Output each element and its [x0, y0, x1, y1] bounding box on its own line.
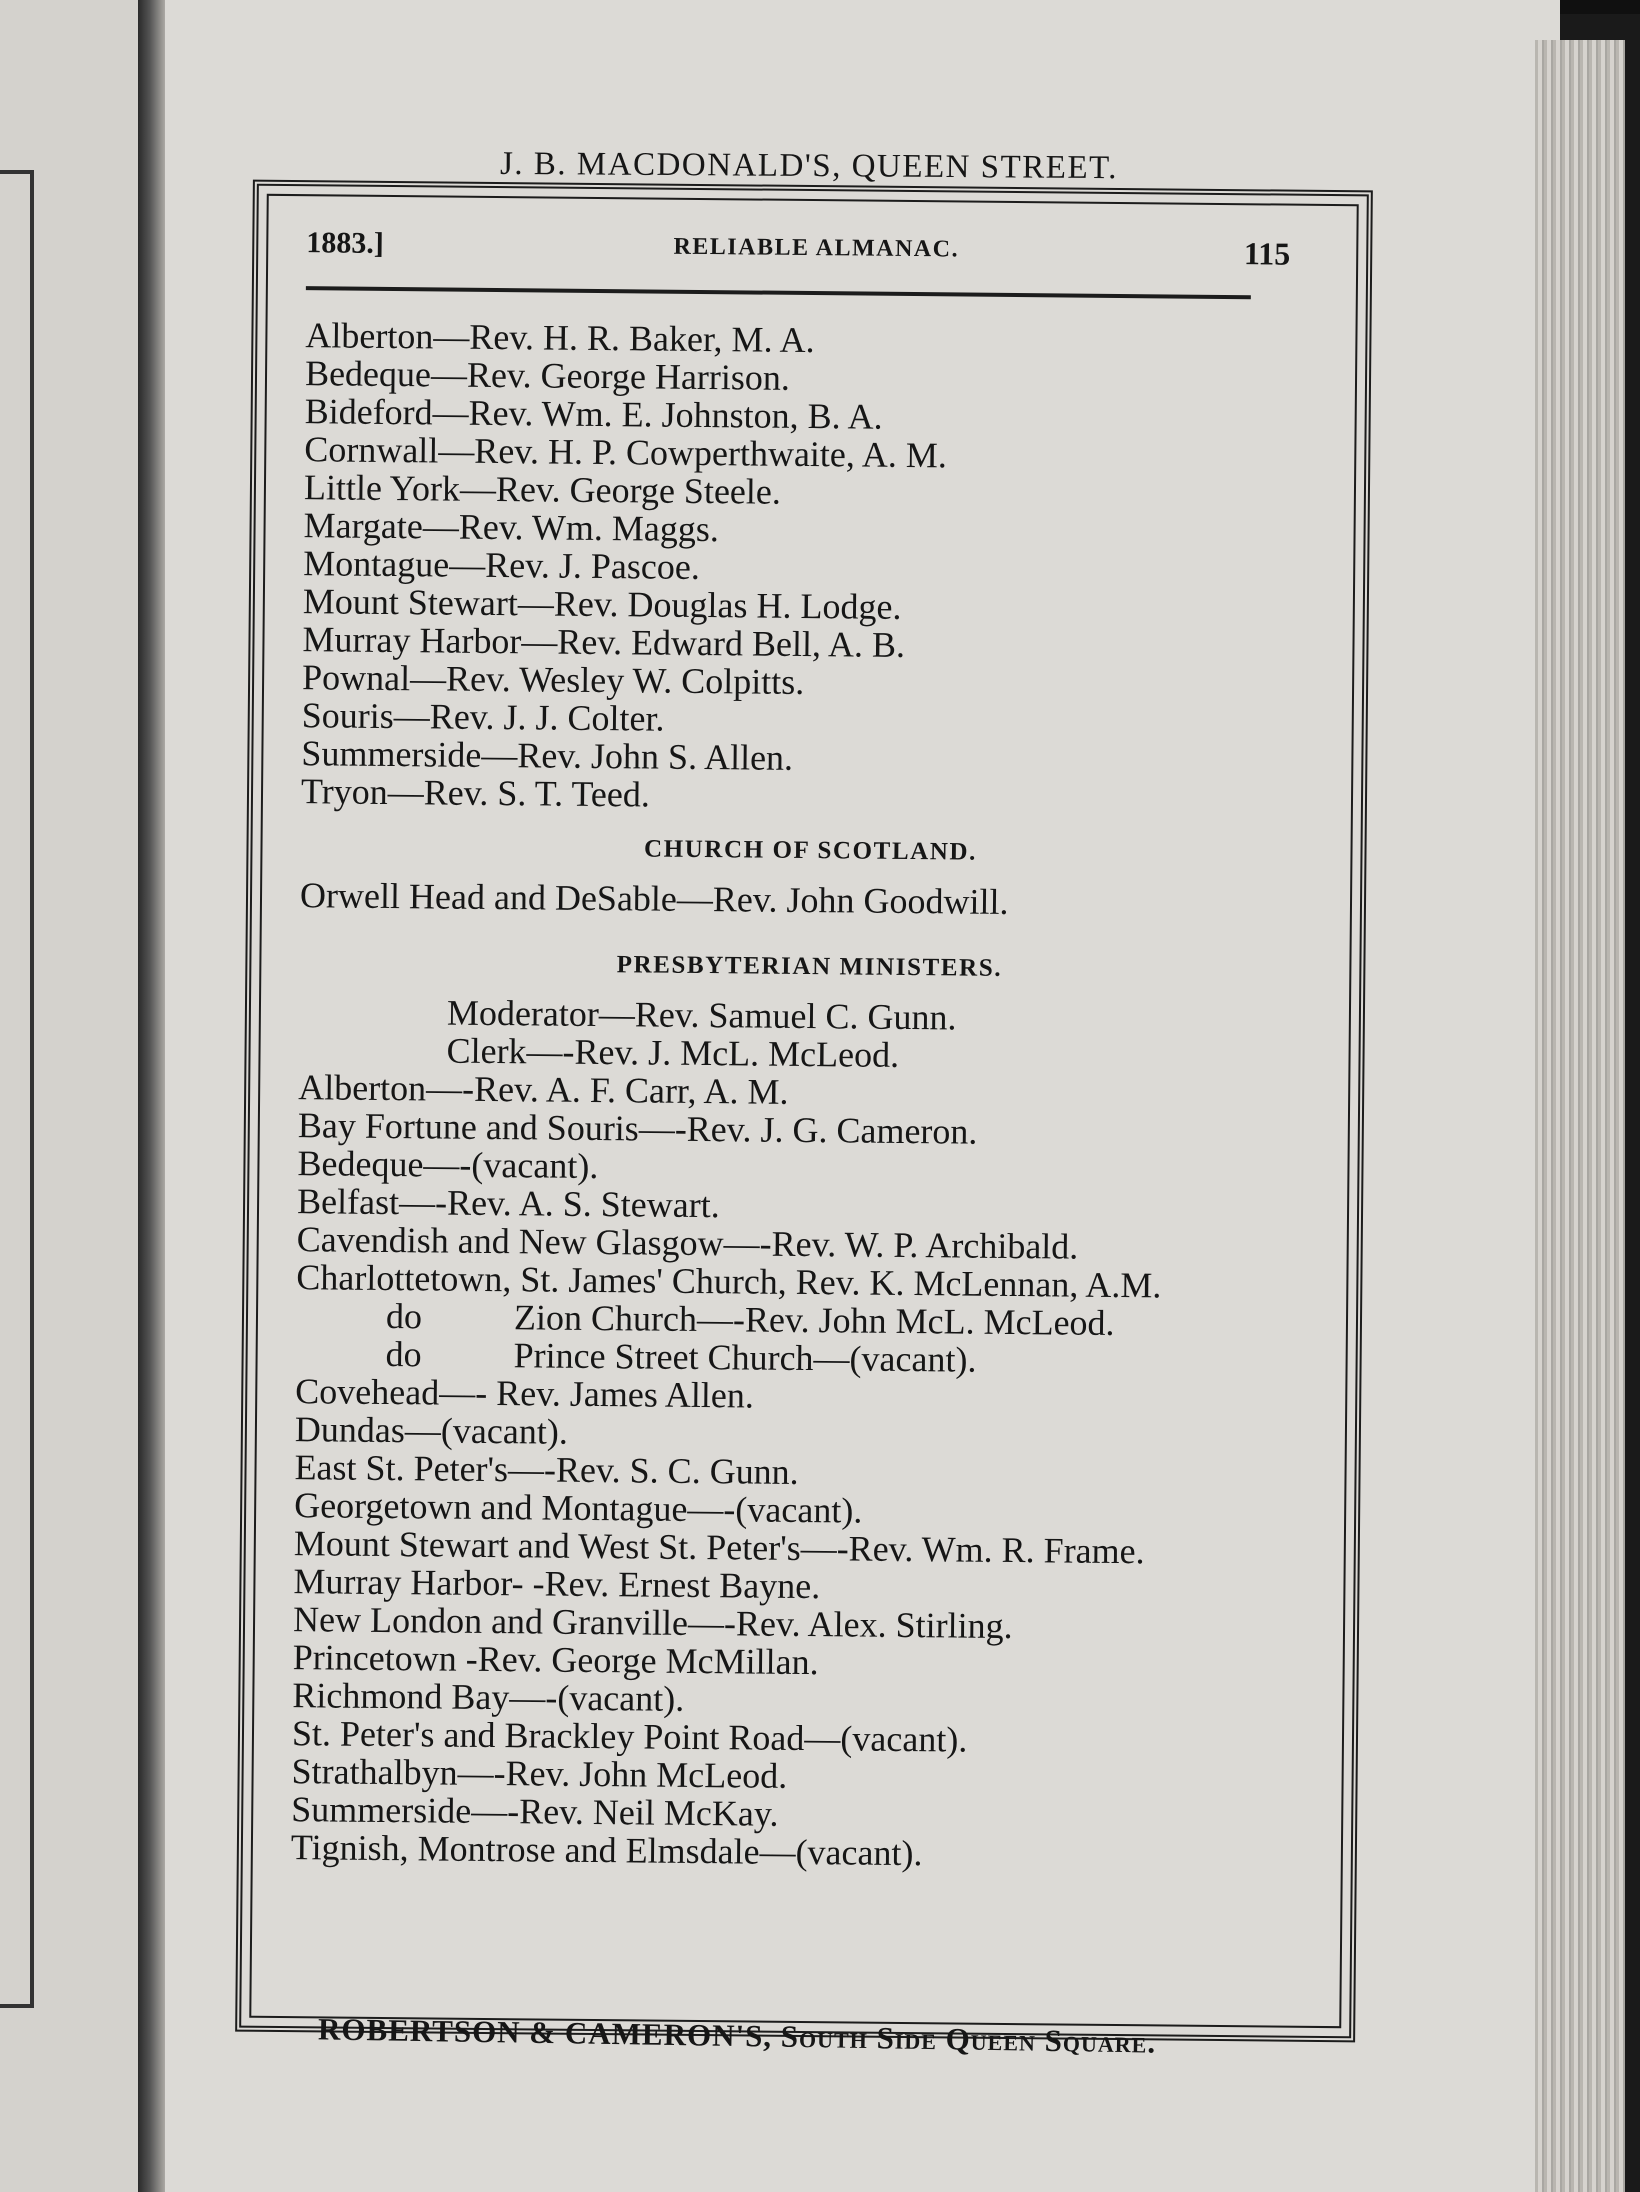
list-item: Alberton—Rev. H. R. Baker, M. A. — [305, 315, 815, 361]
list-item: Richmond Bay—-(vacant). — [292, 1675, 685, 1719]
presbyterian-list — [291, 1068, 1319, 1876]
footer-address: South Side Queen Square. — [780, 2018, 1157, 2060]
list-item: Cornwall—Rev. H. P. Cowperthwaite, A. M. — [304, 429, 948, 476]
list-item: Murray Harbor- -Rev. Ernest Bayne. — [293, 1561, 821, 1607]
moderator-line: Moderator—Rev. Samuel C. Gunn. — [446, 992, 957, 1038]
list-item: Souris—Rev. J. J. Colter. — [301, 695, 665, 739]
list-item: Little York—Rev. George Steele. — [303, 467, 782, 512]
facing-page-edge — [0, 0, 140, 2192]
list-item: Mount Stewart—Rev. Douglas H. Lodge. — [302, 581, 902, 627]
list-item: Tryon—Rev. S. T. Teed. — [300, 771, 651, 815]
list-item: Dundas—(vacant). — [294, 1409, 569, 1452]
section-heading-church-of-scotland: CHURCH OF SCOTLAND. — [643, 835, 978, 866]
page-frame — [235, 180, 1373, 2043]
header-title: RELIABLE ALMANAC. — [673, 233, 960, 263]
list-item: Covehead—- Rev. James Allen. — [295, 1371, 755, 1416]
page-stack-edge — [1535, 40, 1625, 2192]
section-heading-presbyterian: PRESBYTERIAN MINISTERS. — [616, 951, 1003, 982]
list-item: Bideford—Rev. Wm. E. Johnston, B. A. — [304, 391, 883, 437]
list-item: Tignish, Montrose and Elmsdale—(vacant). — [290, 1827, 923, 1874]
clerk-line: Clerk—-Rev. J. McL. McLeod. — [446, 1030, 900, 1075]
list-item: Strathalbyn—-Rev. John McLeod. — [291, 1751, 788, 1796]
page-header — [306, 226, 1326, 282]
list-item: Georgetown and Montague—-(vacant). — [294, 1485, 863, 1531]
list-item: Bedeque—Rev. George Harrison. — [304, 353, 791, 398]
header-rule — [306, 286, 1251, 299]
ditto-entry: Zion Church—-Rev. John McL. McLeod. — [513, 1297, 1115, 1343]
book-gutter — [138, 0, 168, 2192]
ditto-entry: Prince Street Church—(vacant). — [513, 1335, 977, 1380]
ditto-mark: do — [385, 1295, 423, 1337]
list-item: Montague—Rev. J. Pascoe. — [303, 543, 701, 587]
ditto-mark: do — [385, 1333, 422, 1375]
facing-page-frame — [0, 170, 34, 2008]
list-item: Orwell Head and DeSable—Rev. John Goodwill. — [299, 875, 1009, 922]
list-item: Pownal—Rev. Wesley W. Colpitts. — [301, 657, 805, 702]
list-item: Margate—Rev. Wm. Maggs. — [303, 505, 720, 550]
methodist-list — [301, 316, 1326, 820]
list-item: Charlottetown, St. James' Church, Rev. K. McLennan, A.M. — [296, 1257, 1162, 1306]
list-item: Bedeque—-(vacant). — [297, 1143, 599, 1187]
page-number: 115 — [1243, 235, 1291, 272]
list-item: Mount Stewart and West St. Peter's—-Rev. Wm. R. Frame. — [293, 1523, 1145, 1572]
running-head: J. B. MACDONALD'S, QUEEN STREET. — [499, 145, 1119, 187]
list-item: Princetown -Rev. George McMillan. — [292, 1637, 819, 1683]
list-item: Bay Fortune and Souris—-Rev. J. G. Cameron. — [297, 1105, 978, 1152]
list-item: Cavendish and New Glasgow—-Rev. W. P. Archibald. — [296, 1219, 1079, 1267]
list-item: Summerside—Rev. John S. Allen. — [301, 733, 794, 778]
header-year: 1883.] — [306, 226, 384, 260]
page-content — [241, 186, 1367, 2037]
footer-advertiser: ROBERTSON & CAMERON'S, — [317, 2011, 773, 2054]
list-item: Murray Harbor—Rev. Edward Bell, A. B. — [302, 619, 906, 665]
list-item: Summerside—-Rev. Neil McKay. — [291, 1789, 779, 1834]
list-item: East St. Peter's—-Rev. S. C. Gunn. — [294, 1447, 799, 1492]
list-item: Belfast—-Rev. A. S. Stewart. — [296, 1181, 720, 1226]
list-item: New London and Granville—-Rev. Alex. Stirling. — [292, 1599, 1013, 1647]
list-item: Alberton—-Rev. A. F. Carr, A. M. — [298, 1067, 789, 1112]
list-item: St. Peter's and Brackley Point Road—(vacant). — [291, 1713, 968, 1760]
